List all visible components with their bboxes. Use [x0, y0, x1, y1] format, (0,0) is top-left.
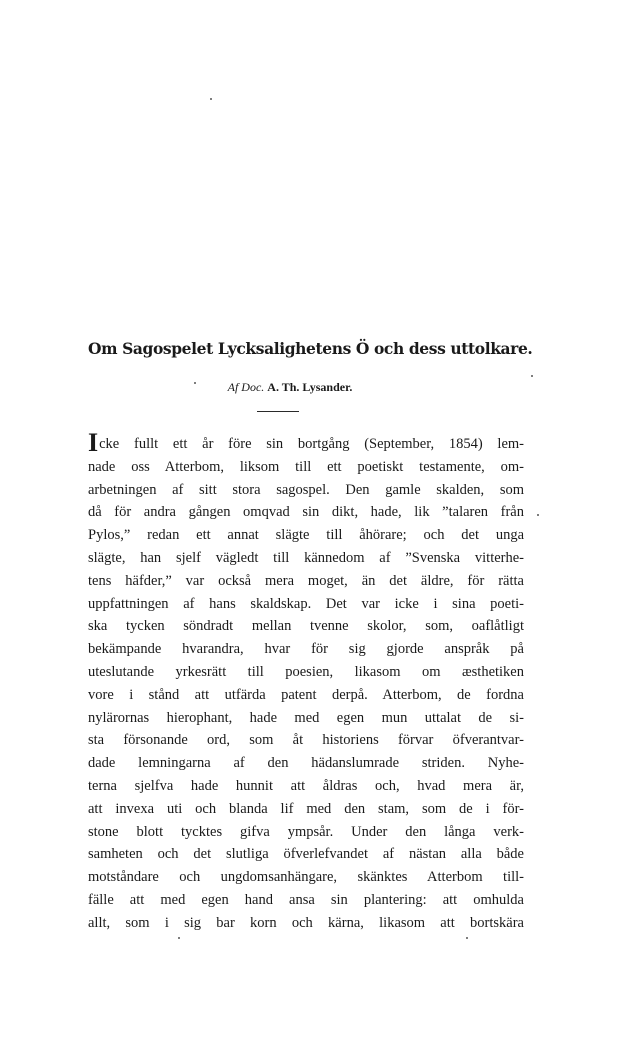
text-line: samheten och det slutliga öfverlefvandet af nästan alla både: [88, 846, 524, 863]
text-line: sta försonande ord, som åt historiens förvar öfverantvar-: [88, 732, 524, 749]
text-line: terna sjelfva hade hunnit att åldras och, hvad mera är,: [88, 777, 524, 794]
text-line: [88, 428, 524, 457]
author-name: A. Th. Lysander.: [267, 380, 353, 394]
byline-prefix: Af Doc.: [227, 380, 265, 394]
text-line: nade oss Atterbom, liksom till ett poetiskt testamente, om-: [88, 458, 524, 475]
text-line: slägte, han sjelf vägledt till kännedom af ”Svenska vitterhe-: [88, 549, 524, 566]
paper-speck: [178, 937, 180, 939]
paper-speck: [466, 937, 468, 939]
text-line: Pylos,” redan ett annat slägte till åhörare; och det unga: [88, 527, 524, 544]
text-line: fälle att med egen hand ansa sin plantering: att omhulda: [88, 891, 524, 908]
paper-speck: [537, 514, 539, 516]
article-body: [88, 428, 524, 935]
paper-speck: [210, 98, 212, 100]
text-line: att invexa uti och blanda lif med den stam, som de i för-: [88, 800, 524, 817]
text-line: ska tycken söndradt mellan tvenne skolor, som, oaflåtligt: [88, 618, 524, 635]
text-line: dade lemningarna af den hädanslumrade striden. Nyhe-: [88, 755, 524, 772]
text-line: nylärornas hierophant, hade med egen mun uttalat de si-: [88, 709, 524, 726]
article-title: Om Sagospelet Lycksalighetens Ö och dess uttolkare.: [88, 339, 533, 358]
author-byline: [170, 380, 410, 395]
text-line: då för andra gången omqvad sin dikt, hade, lik ”talaren från: [88, 504, 524, 521]
text-line: arbetningen af sitt stora sagospel. Den gamle skalden, som: [88, 481, 524, 498]
text-line: uteslutande yrkesrätt till poesien, likasom om æsthetiken: [88, 663, 524, 680]
drop-cap: I: [88, 428, 99, 457]
text-line: allt, som i sig bar korn och kärna, likasom att bortskära: [88, 914, 524, 931]
text-line: vore i stånd att utfärda patent derpå. Atterbom, de fordna: [88, 686, 524, 703]
text-line-content: cke fullt ett år före sin bortgång (September, 1854) lem-: [99, 436, 524, 452]
text-line: tens häfder,” var också mera moget, än det äldre, för rätta: [88, 572, 524, 589]
text-line: uppfattningen af hans skaldskap. Det var icke i sina poeti-: [88, 595, 524, 612]
title-divider: [257, 411, 299, 412]
text-line: motståndare och ungdomsanhängare, skänktes Atterbom till-: [88, 869, 524, 886]
text-line: stone blott tycktes gifva ympsår. Under den långa verk-: [88, 823, 524, 840]
paper-speck: [531, 375, 533, 377]
text-line: bekämpande hvarandra, hvar för sig gjorde anspråk på: [88, 641, 524, 658]
